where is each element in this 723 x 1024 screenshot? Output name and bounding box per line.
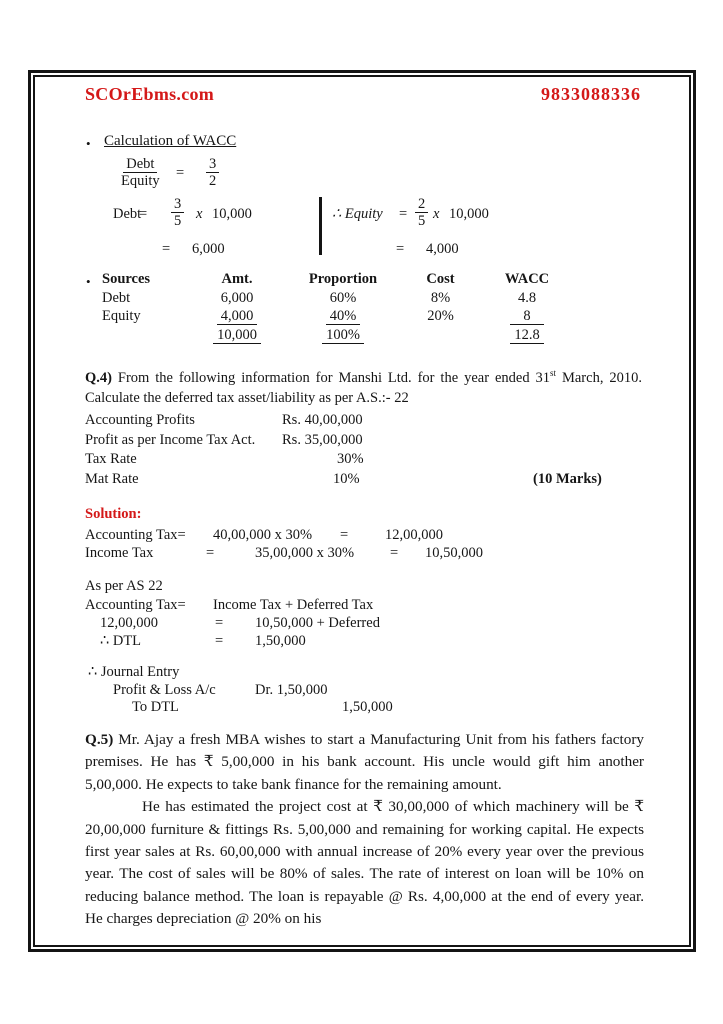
debt-fraction-numerator: 3 xyxy=(171,196,184,213)
equals-sign: = xyxy=(340,527,349,543)
journal-account: Profit & Loss A/c xyxy=(113,681,216,698)
debt-times: x xyxy=(196,206,203,222)
q4-item-row xyxy=(85,471,645,490)
table-row xyxy=(85,290,567,309)
underlined-value: 12.8 xyxy=(510,327,543,344)
equals-sign: = xyxy=(215,614,224,631)
item-value: 30% xyxy=(337,451,364,467)
ratio-value-fraction xyxy=(206,156,219,189)
as22-heading: As per AS 22 xyxy=(85,578,163,594)
journal-entry-heading-row xyxy=(85,664,645,683)
col-header-sources: Sources xyxy=(102,271,151,287)
journal-account: To DTL xyxy=(132,699,179,715)
debt-fraction-denominator: 5 xyxy=(174,213,182,230)
formula-divider-line xyxy=(319,197,322,255)
journal-credit-amount: 1,50,000 xyxy=(342,699,393,715)
ratio-numerator: Debt xyxy=(123,156,157,173)
equity-fraction-denominator: 5 xyxy=(418,213,426,230)
item-label: Accounting Profits xyxy=(85,412,195,428)
as22-row xyxy=(85,615,645,634)
equity-result-equals: = xyxy=(396,241,405,257)
dtl-value: 1,50,000 xyxy=(255,632,306,649)
item-label: Mat Rate xyxy=(85,470,139,487)
calc-expression: 40,00,000 x 30% xyxy=(213,527,313,543)
underlined-value: 10,000 xyxy=(213,327,261,344)
item-label: Profit as per Income Tax Act. xyxy=(85,431,256,448)
q4-item-row xyxy=(85,412,645,431)
calc-result: 12,00,000 xyxy=(385,527,443,543)
equity-amount: 10,000 xyxy=(449,206,489,222)
item-label: Tax Rate xyxy=(85,451,137,467)
q4-question-text xyxy=(85,369,642,408)
q5-paragraph-2: He has estimated the project cost at ₹ 30,00,000 of which machinery will be ₹ 20,00,000 furniture & fittings Rs. 5,00,000 and remaining for working capital. He expects first year sales at Rs. 60,00,000 with annual increase of 20% every year over the previous year. The cost of sales will be 80% of sales. The rate of interest on loan will be 10% on reducing balance method. The loan is repayable @ Rs. 4,00,000 at the end of every year. He charges depreciation @ 20% on his xyxy=(85,798,644,928)
item-value: Rs. 40,00,000 xyxy=(282,412,363,428)
wacc-table xyxy=(85,271,567,345)
bullet-icon: • xyxy=(86,136,91,151)
debt-amount: 10,000 xyxy=(212,206,252,222)
site-title: SCOrEbms.com xyxy=(85,84,215,104)
journal-debit-amount: Dr. 1,50,000 xyxy=(255,681,328,698)
calc-expression: 10,50,000 + Deferred xyxy=(255,614,380,631)
solution-income-tax-row xyxy=(85,545,645,564)
q4-intro-text: From the following information for Manshi Ltd. for the year ended 31 xyxy=(111,370,551,386)
as22-dtl-row xyxy=(85,633,645,652)
equity-fraction-numerator: 2 xyxy=(415,196,428,213)
row-amt: 6,000 xyxy=(220,289,254,306)
equity-equals: = xyxy=(399,206,408,222)
col-header-cost: Cost xyxy=(426,271,455,287)
debt-fraction xyxy=(171,196,184,229)
table-row xyxy=(85,308,567,327)
q5-paragraph-1 xyxy=(85,729,644,796)
ratio-value-denominator: 2 xyxy=(209,173,217,190)
wacc-heading: Calculation of WACC xyxy=(104,133,237,149)
q5-question-text xyxy=(85,729,644,931)
calc-label: Accounting Tax= xyxy=(85,527,186,543)
journal-entry-heading: ∴ Journal Entry xyxy=(88,664,180,680)
row-cost: 8% xyxy=(430,289,451,306)
calc-result: 10,50,000 xyxy=(425,545,483,561)
debt-label: Debt xyxy=(113,206,142,222)
journal-entry-row xyxy=(85,682,645,701)
debt-equity-ratio-fraction xyxy=(118,156,163,189)
calc-value: 12,00,000 xyxy=(100,614,158,631)
as22-heading-row xyxy=(85,578,645,597)
debt-result-equals: = xyxy=(162,241,171,257)
journal-entry-row xyxy=(85,699,645,718)
ratio-equals: = xyxy=(176,165,185,181)
underlined-value: 40% xyxy=(326,308,361,325)
equity-result: 4,000 xyxy=(426,241,459,257)
calc-label: Accounting Tax= xyxy=(85,596,186,613)
q4-marks: (10 Marks) xyxy=(533,470,602,487)
col-header-proportion: Proportion xyxy=(308,271,378,287)
solution-heading: Solution: xyxy=(85,506,142,522)
bullet-icon: • xyxy=(86,274,91,289)
item-value: Rs. 35,00,000 xyxy=(282,431,363,448)
underlined-value: 8 xyxy=(510,308,543,325)
dtl-label: ∴ DTL xyxy=(100,632,142,649)
row-source: Equity xyxy=(102,308,141,325)
equity-times: x xyxy=(433,206,440,222)
equals-sign: = xyxy=(206,545,215,561)
calc-expression: 35,00,000 x 30% xyxy=(255,545,355,561)
underlined-value: 4,000 xyxy=(217,308,258,325)
calc-label: Income Tax xyxy=(85,545,154,561)
ratio-denominator: Equity xyxy=(121,173,160,190)
underlined-value: 100% xyxy=(322,327,364,344)
equity-fraction xyxy=(415,196,428,229)
row-wacc: 4.8 xyxy=(517,289,537,306)
equity-label: ∴ Equity xyxy=(332,206,383,222)
row-proportion: 60% xyxy=(329,289,357,306)
q4-item-row xyxy=(85,451,645,470)
ratio-value-numerator: 3 xyxy=(206,156,219,173)
q5-label: Q.5) xyxy=(85,731,114,748)
debt-equals: = xyxy=(139,206,148,222)
row-proportion xyxy=(292,308,394,325)
calc-expression: Income Tax + Deferred Tax xyxy=(213,596,374,613)
q4-label: Q.4) xyxy=(85,370,112,386)
row-cost: 20% xyxy=(427,308,454,325)
total-amt xyxy=(182,327,292,344)
q5-paragraph-1-text: Mr. Ajay a fresh MBA wishes to start a Manufacturing Unit from his fathers factory premises. He has ₹ 5,00,000 in his bank account. His uncle would gift him another 5,00,000. He expects to take bank finance for the remaining amount. xyxy=(85,731,644,793)
row-source: Debt xyxy=(102,289,131,306)
q4-ordinal-superscript: st xyxy=(550,368,557,379)
equals-sign: = xyxy=(215,632,224,649)
total-proportion xyxy=(292,327,394,344)
solution-accounting-tax-row xyxy=(85,527,645,546)
total-wacc xyxy=(487,327,567,344)
header-phone-number: 9833088336 xyxy=(541,84,641,104)
item-value: 10% xyxy=(333,470,360,487)
col-header-amt: Amt. xyxy=(221,271,253,287)
equals-sign: = xyxy=(390,545,399,561)
col-header-wacc: WACC xyxy=(504,271,550,287)
as22-row xyxy=(85,597,645,616)
q4-intro-text-2: March, 2010. Calculate the deferred tax asset/liability as per A.S.:- 22 xyxy=(85,370,643,406)
row-amt xyxy=(182,308,292,325)
wacc-table-header-row xyxy=(85,271,567,290)
table-total-row xyxy=(85,327,567,346)
row-wacc xyxy=(487,308,567,325)
q4-item-row xyxy=(85,432,645,451)
debt-result: 6,000 xyxy=(192,241,225,257)
